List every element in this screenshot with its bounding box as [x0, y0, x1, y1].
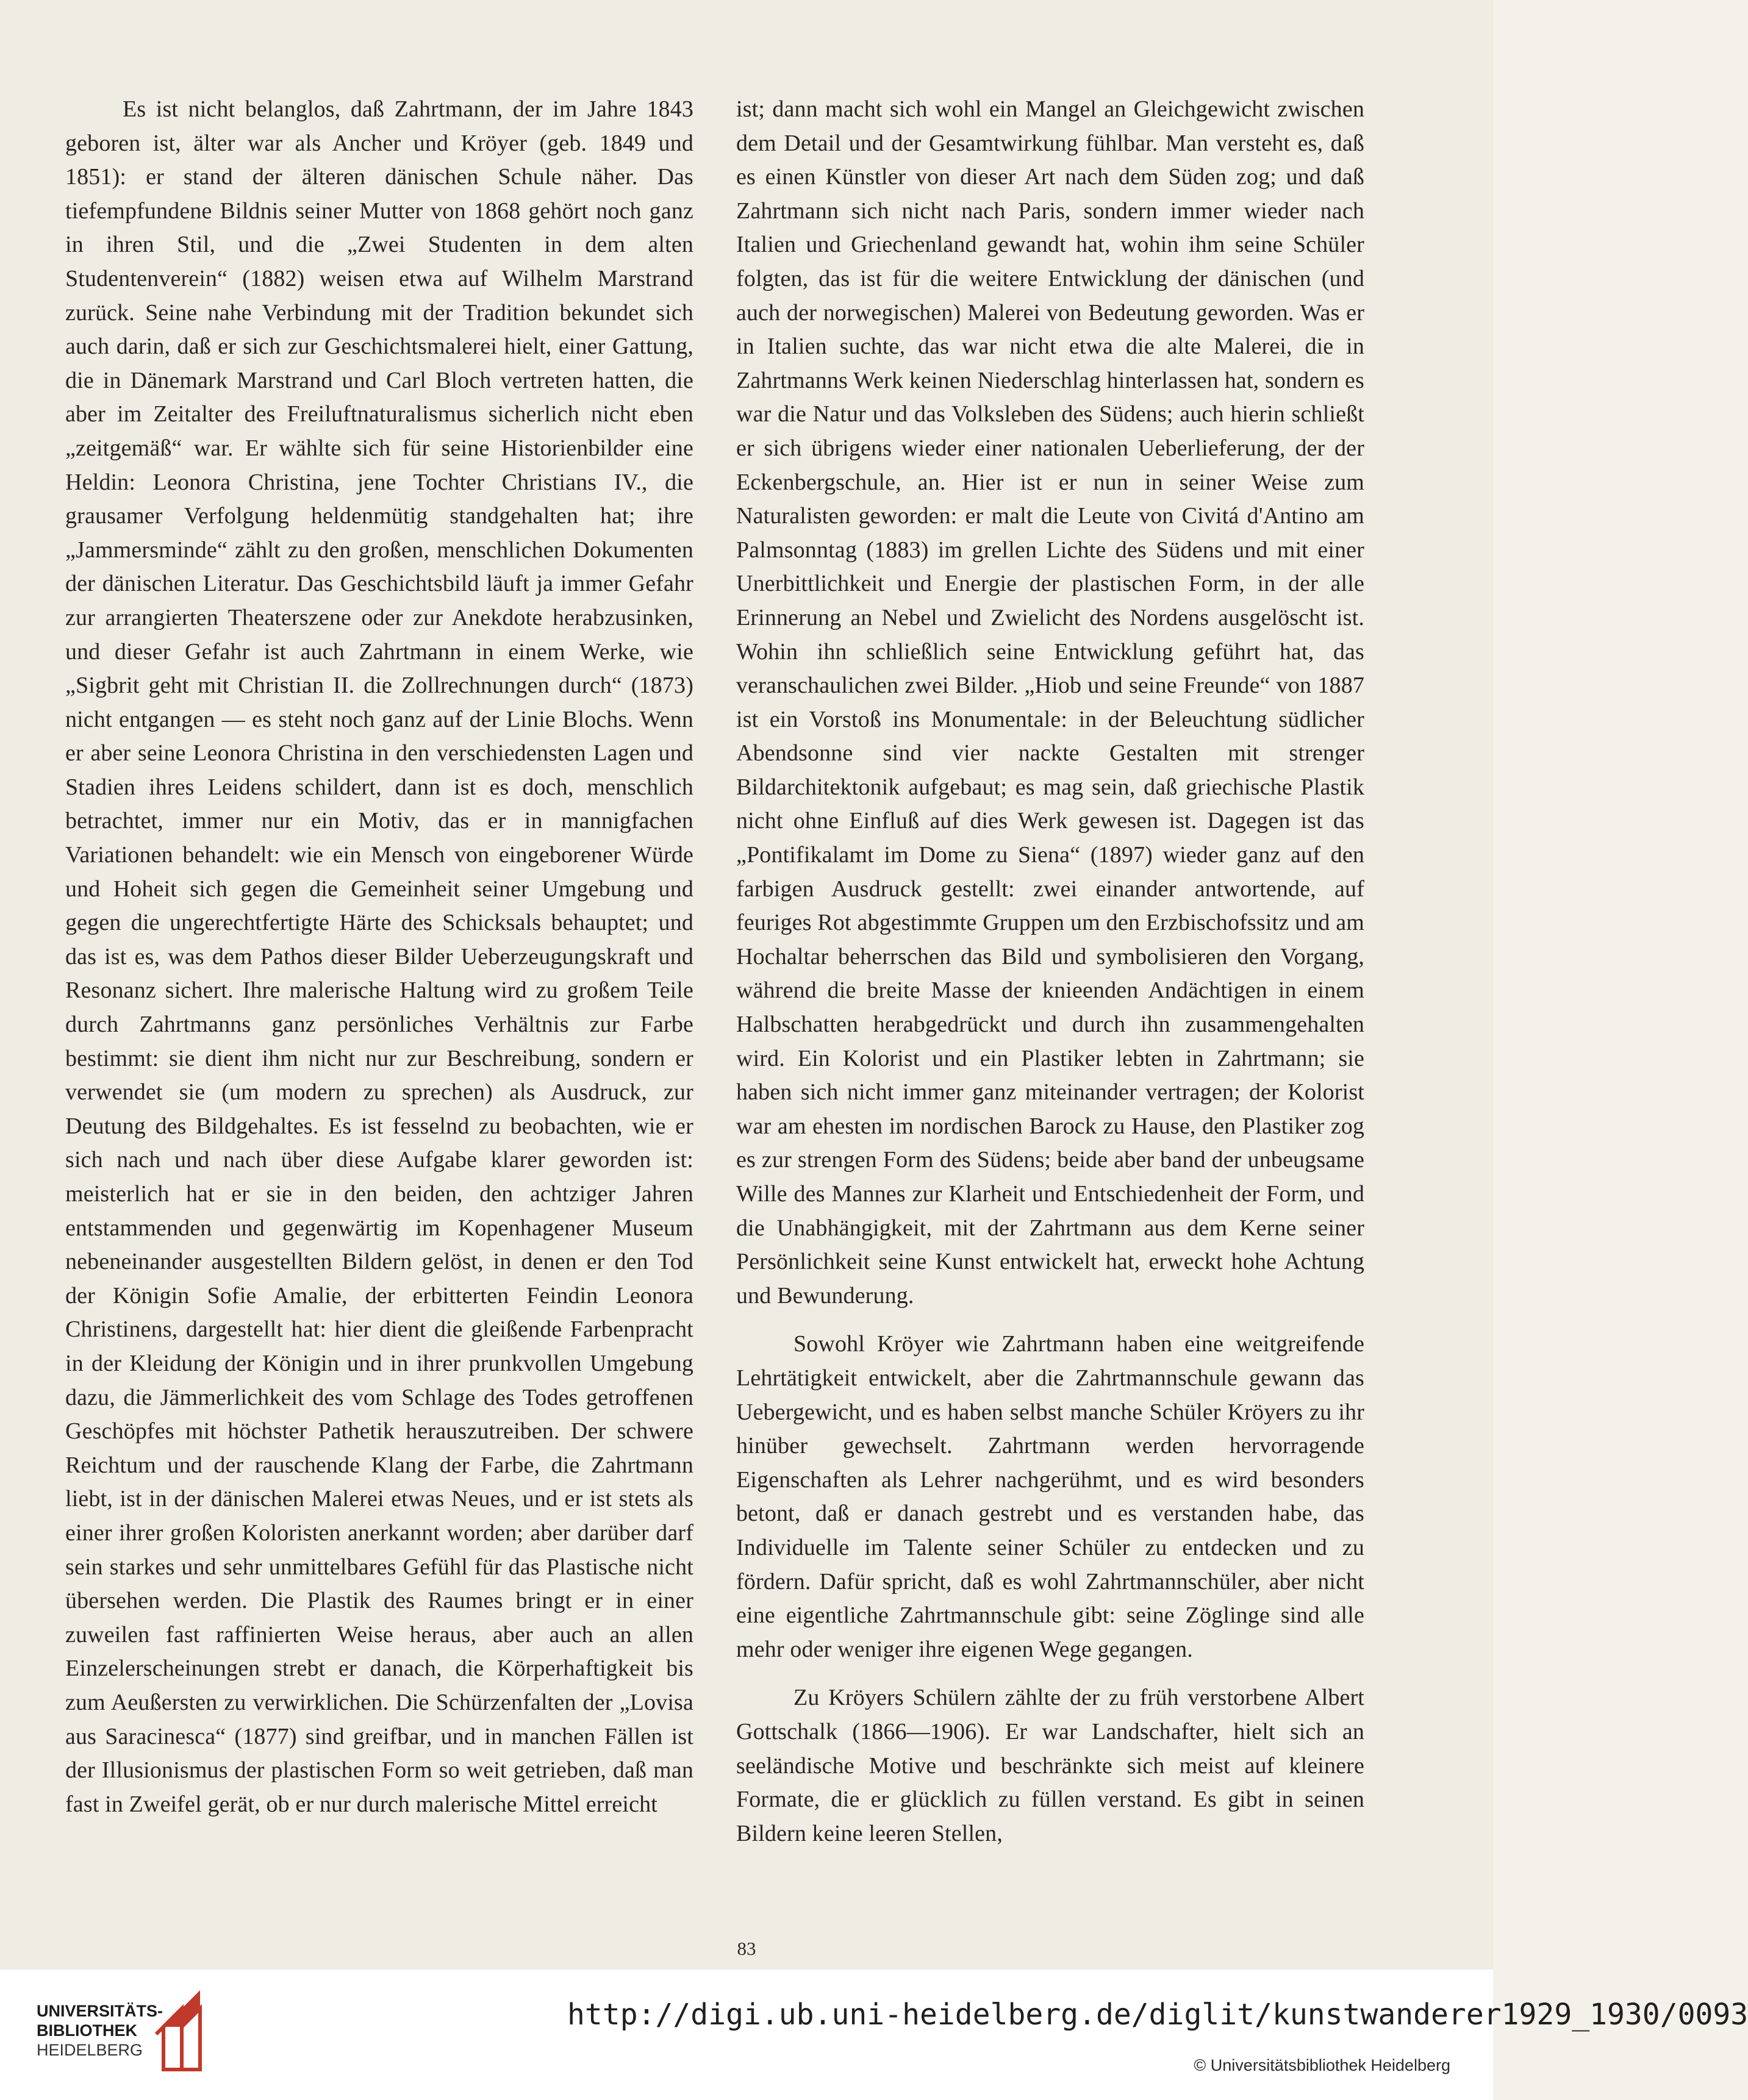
library-logo[interactable]	[37, 1982, 220, 2085]
paragraph: Es ist nicht belanglos, daß Zahrtmann, der im Jahre 1843 geboren ist, älter war als Ancher und Kröyer (geb. 1849 und 1851): er stand der älteren dänischen Schule näher. Das tiefempfundene Bildnis seiner Mutter von 1868 gehört noch ganz in ihren Stil, und die „Zwei Studenten in dem alten Studentenverein“ (1882) weisen etwa auf Wilhelm Marstrand zurück. Seine nahe Verbindung mit der Tradition bekundet sich auch darin, daß er sich zur Geschichtsmalerei hielt, einer Gattung, die in Dänemark Marstrand und Carl Bloch vertreten hatten, die aber im Zeitalter des Freiluftnaturalismus sicherlich nicht eben „zeitgemäß“ war. Er wählte sich für seine Historienbilder eine Heldin: Leonora Christina, jene Tochter Christians IV., die grausamer Verfolgung heldenmütig standgehalten hat; ihre „Jammersminde“ zählt zu den großen, menschlichen Dokumenten der dänischen Literatur. Das Geschichtsbild läuft ja immer Gefahr zur arrangierten Theaterszene oder zur Anekdote herabzusinken, und dieser Gefahr ist auch Zahrtmann in einem Werke, wie „Sigbrit geht mit Christian II. die Zollrechnungen durch“ (1873) nicht entgangen — es steht noch ganz auf der Linie Blochs. Wenn er aber seine Leonora Christina in den verschiedensten Lagen und Stadien ihres Leidens schildert, dann ist es doch, menschlich betrachtet, immer nur ein Motiv, das er in mannigfachen Variationen behandelt: wie ein Mensch von eingeborener Würde und Hoheit sich gegen die Gemeinheit seiner Umgebung und gegen die ungerechtfertigte Härte des Schicksals behauptet; und das ist es, was dem Pathos dieser Bilder Ueberzeugungskraft und Resonanz sichert. Ihre malerische Haltung wird zu großem Teile durch Zahrtmanns ganz persönliches Verhältnis zur Farbe bestimmt: sie dient ihm nicht nur zur Beschreibung, sondern er verwendet sie (um modern zu sprechen) als Ausdruck, zur Deutung des Bildgehaltes. Es ist fesselnd zu beobachten, wie er sich nach und nach über diese Aufgabe klarer geworden ist: meisterlich hat er sie in den beiden, den achtziger Jahren entstammenden und gegenwärtig im Kopenhagener Museum nebeneinander ausgestellten Bildern gelöst, in denen er den Tod der Königin Sofie Amalie, der erbitterten Feindin Leonora Christinens, dargestellt hat: hier dient die gleißende Farbenpracht in der Kleidung der Königin und in ihrer prunkvollen Umgebung dazu, die Jämmerlichkeit des vom Schlage des Todes getroffenen Geschöpfes mit höchster Pathetik herauszutreiben. Der schwere Reichtum und der rauschende Klang der Farbe, die Zahrtmann liebt, ist in der dänischen Malerei etwas Neues, und er ist stets als einer ihrer großen Koloristen anerkannt worden; aber darüber darf sein starkes und sehr unmittelbares Gefühl für das Plastische nicht übersehen werden. Die Plastik des Raumes bringt er in einer zuweilen fast raffinierten Weise heraus, aber auch an allen Einzelerscheinungen strebt er danach, die Körperhaftigkeit bis zum Aeußersten zu verwirklichen. Die Schürzenfalten der „Lovisa aus Saracinesca“ (1877) sind greifbar, und in manchen Fällen ist der Illusionismus der plastischen Form so weit getrieben, daß man fast in Zweifel gerät, ob er nur durch malerische Mittel erreicht	[65, 96, 693, 1817]
logo-line: UNIVERSITÄTS-	[37, 2002, 163, 2020]
page-number: 83	[737, 1938, 756, 1959]
ub-heidelberg-logo-icon	[151, 1984, 215, 2076]
logo-line: BIBLIOTHEK	[37, 2021, 137, 2040]
logo-line: HEIDELBERG	[37, 2041, 143, 2059]
paragraph: Sowohl Kröyer wie Zahrtmann haben eine weitgreifende Lehrtätigkeit entwickelt, aber die Zahrtmannschule gewann das Uebergewicht, und es haben selbst manche Schüler Kröyers zu ihr hinüber gewechselt. Zahrtmann werden hervorragende Eigenschaften als Lehrer nachgerühmt, und es wird besonders betont, daß er danach gestrebt und es verstanden habe, das Individuelle im Talente seiner Schüler zu entdecken und zu fördern. Dafür spricht, daß es wohl Zahrtmannschüler, aber nicht eine eigentliche Zahrtmannschule gibt: seine Zöglinge sind alle mehr oder weniger ihre eigenen Wege gegangen.	[736, 1331, 1364, 1662]
logo-wordmark	[37, 2001, 163, 2060]
paragraph: Zu Kröyers Schülern zählte der zu früh verstorbene Albert Gottschalk (1866—1906). Er war Landschafter, hielt sich an seeländische Motive und beschränkte sich meist auf kleinere Formate, die er glücklich zu füllen verstand. Es gibt in seinen Bildern keine leeren Stellen,	[736, 1685, 1364, 1846]
text-column-left	[65, 93, 693, 1821]
library-footer	[0, 1970, 1493, 2100]
text-column-right	[736, 93, 1364, 1851]
paragraph: ist; dann macht sich wohl ein Mangel an Gleichgewicht zwischen dem Detail und der Gesamtwirkung fühlbar. Man versteht es, daß es einen Künstler von dieser Art nach dem Süden zog; und daß Zahrtmann sich nicht nach Paris, sondern immer wieder nach Italien und Griechenland gewandt hat, wohin ihm seine Schüler folgten, das ist für die weitere Entwicklung der dänischen (und auch der norwegischen) Malerei von Bedeutung geworden. Was er in Italien suchte, das war nicht etwa die alte Malerei, die in Zahrtmanns Werk keinen Niederschlag hinterlassen hat, sondern es war die Natur und das Volksleben des Südens; auch hierin schließt er sich übrigens wieder einer nationalen Ueberlieferung, der der Eckenbergschule, an. Hier ist er nun in seiner Weise zum Naturalisten geworden: er malt die Leute von Civitá d'Antino am Palmsonntag (1883) im grellen Lichte des Südens und mit einer Unerbittlichkeit und Energie der plastischen Form, in der alle Erinnerung an Nebel und Zwielicht des Nordens ausgelöscht ist. Wohin ihn schließlich seine Entwicklung geführt hat, das veranschaulichen zwei Bilder. „Hiob und seine Freunde“ von 1887 ist ein Vorstoß ins Monumentale: in der Beleuchtung südlicher Abendsonne sind vier nackte Gestalten mit strenger Bildarchitektonik aufgebaut; es mag sein, daß griechische Plastik nicht ohne Einfluß auf dies Werk gewesen ist. Dagegen ist das „Pontifikalamt im Dome zu Siena“ (1897) wieder ganz auf den farbigen Ausdruck gestellt: zwei einander antwortende, auf feuriges Rot abgestimmte Gruppen um den Erzbischofssitz und am Hochaltar beherrschen das Bild und symbolisieren den Vorgang, während die breite Masse der knieenden Andächtigen in einem Halbschatten herabgedrückt und durch ihn zusammengehalten wird. Ein Kolorist und ein Plastiker lebten in Zahrtmann; sie haben sich nicht immer ganz miteinander vertragen; der Kolorist war am ehesten im nordischen Barock zu Hause, den Plastiker zog es zur strengen Form des Südens; beide aber band der unbeugsame Wille des Mannes zur Klarheit und Entschiedenheit der Form, und die Unabhängigkeit, mit der Zahrtmann aus dem Kerne seiner Persönlichkeit seine Kunst entwickelt hat, erweckt hohe Achtung und Bewunderung.	[736, 96, 1364, 1309]
permalink-url[interactable]: http://digi.ub.uni-heidelberg.de/diglit/kunstwanderer1929_1930/0093	[567, 1998, 1748, 2032]
copyright-notice: © Universitätsbibliothek Heidelberg	[1194, 2056, 1450, 2074]
